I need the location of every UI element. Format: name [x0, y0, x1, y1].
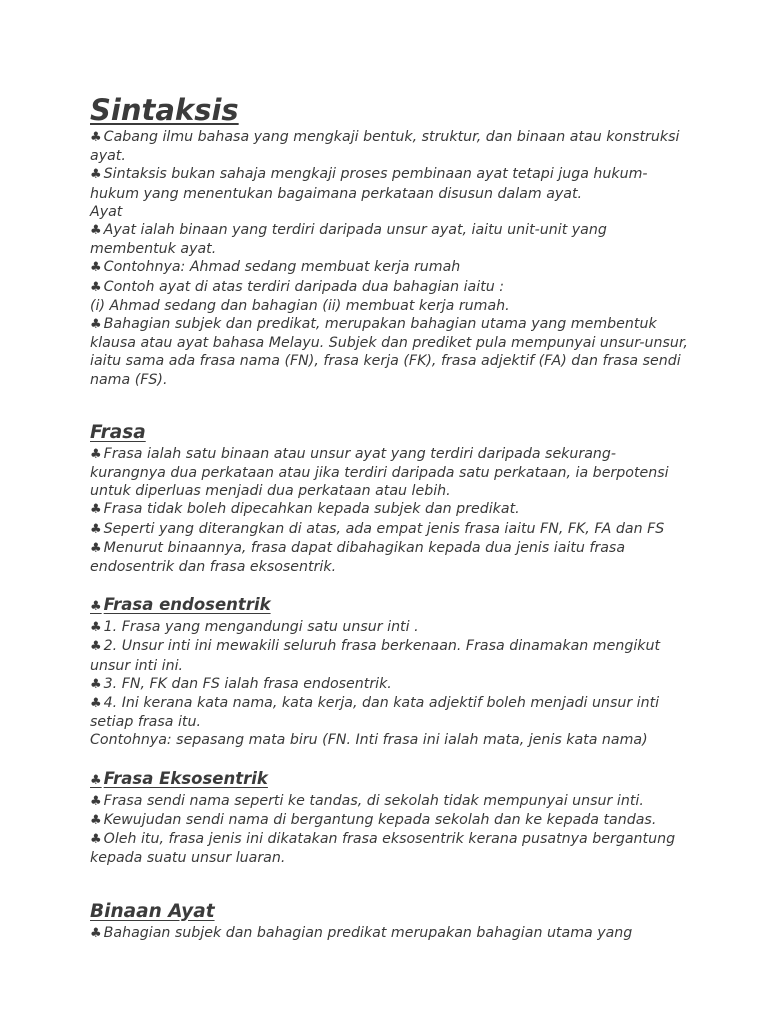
paragraph-text: Sintaksis bukan sahaja mengkaji proses pembinaan ayat tetapi juga hukum-hukum yang menentukan bagaimana perkataan disusun dalam ayat. — [90, 166, 648, 202]
bullet-paragraph — [90, 830, 690, 867]
club-bullet-icon: ♣ — [90, 793, 102, 809]
bullet-paragraph — [90, 165, 690, 202]
section-endosentrik — [90, 618, 690, 749]
bullet-paragraph — [90, 637, 690, 674]
club-bullet-icon: ♣ — [90, 772, 102, 788]
bullet-paragraph — [90, 520, 690, 539]
club-bullet-icon: ♣ — [90, 279, 102, 295]
heading-frasa-endosentrik — [90, 594, 690, 618]
paragraph — [90, 203, 690, 221]
bullet-paragraph — [90, 618, 690, 637]
bullet-paragraph — [90, 539, 690, 576]
paragraph-text: Ayat — [90, 203, 123, 220]
bullet-paragraph — [90, 792, 690, 811]
paragraph-text: 2. Unsur inti ini mewakili seluruh frasa berkenaan. Frasa dinamakan mengikut unsur inti ini. — [90, 638, 661, 674]
paragraph-text: Cabang ilmu bahasa yang mengkaji bentuk, struktur, dan binaan atau konstruksi ayat. — [90, 129, 680, 165]
heading-binaan-ayat: Binaan Ayat — [90, 900, 215, 922]
club-bullet-icon: ♣ — [90, 599, 102, 615]
heading-frasa-eksosentrik — [90, 768, 690, 792]
club-bullet-icon: ♣ — [90, 620, 102, 636]
paragraph-text: Menurut binaannya, frasa dapat dibahagikan kepada dua jenis iaitu frasa endosentrik dan frasa eksosentrik. — [90, 539, 626, 576]
club-bullet-icon: ♣ — [90, 812, 102, 828]
paragraph-text: Bahagian subjek dan bahagian predikat merupakan bahagian utama yang — [103, 924, 633, 941]
paragraph-text: Seperti yang diterangkan di atas, ada empat jenis frasa iaitu FN, FK, FA dan FS — [103, 520, 665, 537]
club-bullet-icon: ♣ — [90, 676, 102, 692]
paragraph-text: 1. Frasa yang mengandungi satu unsur inti . — [103, 619, 419, 636]
section-eksosentrik — [90, 792, 690, 868]
section-frasa — [90, 445, 690, 576]
paragraph-text: Contoh ayat di atas terdiri daripada dua bahagian iaitu : — [103, 278, 505, 295]
paragraph-text: Frasa ialah satu binaan atau unsur ayat yang terdiri daripada sekurang-kurangnya dua perkataan atau jika terdiri daripada satu perkataan, ia berpotensi untuk diperluas menjadi dua perkataan atau lebih. — [90, 445, 669, 500]
paragraph-text: Contohnya: Ahmad sedang membuat kerja rumah — [103, 259, 461, 276]
paragraph-text: 3. FN, FK dan FS ialah frasa endosentrik. — [103, 675, 392, 692]
club-bullet-icon: ♣ — [90, 167, 102, 183]
bullet-paragraph — [90, 675, 690, 694]
paragraph-text: Bahagian subjek dan predikat, merupakan bahagian utama yang membentuk klausa atau ayat bahasa Melayu. Subjek dan prediket pula mempunyai unsur-unsur, iaitu sama ada frasa nama (FN), frasa kerja (FK), frasa adjektif (FA) dan frasa sendi nama (FS). — [90, 316, 688, 388]
section-sintaksis — [90, 128, 690, 389]
heading-frasa-endosentrik-text: Frasa endosentrik — [103, 595, 271, 615]
paragraph-text: Contohnya: sepasang mata biru (FN. Inti frasa ini ialah mata, jenis kata nama) — [90, 732, 648, 749]
club-bullet-icon: ♣ — [90, 130, 102, 145]
heading-sintaksis: Sintaksis — [90, 93, 239, 127]
paragraph-text: Oleh itu, frasa jenis ini dikatakan frasa eksosentrik kerana pusatnya bergantung kepada suatu unsur luaran. — [90, 831, 676, 867]
club-bullet-icon: ♣ — [90, 446, 102, 462]
paragraph-text: Frasa tidak boleh dipecahkan kepada subjek dan predikat. — [103, 501, 520, 518]
bullet-paragraph — [90, 258, 690, 277]
club-bullet-icon: ♣ — [90, 317, 102, 333]
bullet-paragraph — [90, 315, 690, 389]
bullet-paragraph — [90, 278, 690, 297]
bullet-paragraph — [90, 445, 690, 501]
paragraph — [90, 297, 690, 315]
club-bullet-icon: ♣ — [90, 540, 102, 556]
club-bullet-icon: ♣ — [90, 925, 102, 941]
club-bullet-icon: ♣ — [90, 223, 102, 239]
club-bullet-icon: ♣ — [90, 696, 102, 712]
club-bullet-icon: ♣ — [90, 260, 102, 276]
heading-frasa: Frasa — [90, 421, 146, 443]
bullet-paragraph — [90, 500, 690, 519]
club-bullet-icon: ♣ — [90, 521, 102, 537]
club-bullet-icon: ♣ — [90, 639, 102, 655]
bullet-paragraph — [90, 694, 690, 731]
document-content — [90, 92, 690, 943]
bullet-paragraph — [90, 221, 690, 258]
paragraph-text: Kewujudan sendi nama di bergantung kepada sekolah dan ke kepada tandas. — [103, 811, 657, 828]
paragraph-text: (i) Ahmad sedang dan bahagian (ii) membuat kerja rumah. — [90, 297, 510, 314]
paragraph-text: Frasa sendi nama seperti ke tandas, di sekolah tidak mempunyai unsur inti. — [103, 792, 644, 809]
bullet-paragraph — [90, 924, 690, 943]
section-binaan-ayat — [90, 924, 690, 943]
bullet-paragraph — [90, 128, 690, 165]
club-bullet-icon: ♣ — [90, 502, 102, 518]
paragraph-text: Ayat ialah binaan yang terdiri daripada unsur ayat, iaitu unit-unit yang membentuk ayat. — [90, 222, 607, 258]
paragraph-text: 4. Ini kerana kata nama, kata kerja, dan kata adjektif boleh menjadi unsur inti setiap frasa itu. — [90, 695, 660, 731]
bullet-paragraph — [90, 811, 690, 830]
club-bullet-icon: ♣ — [90, 832, 102, 848]
paragraph — [90, 731, 690, 749]
heading-frasa-eksosentrik-text: Frasa Eksosentrik — [103, 768, 268, 788]
